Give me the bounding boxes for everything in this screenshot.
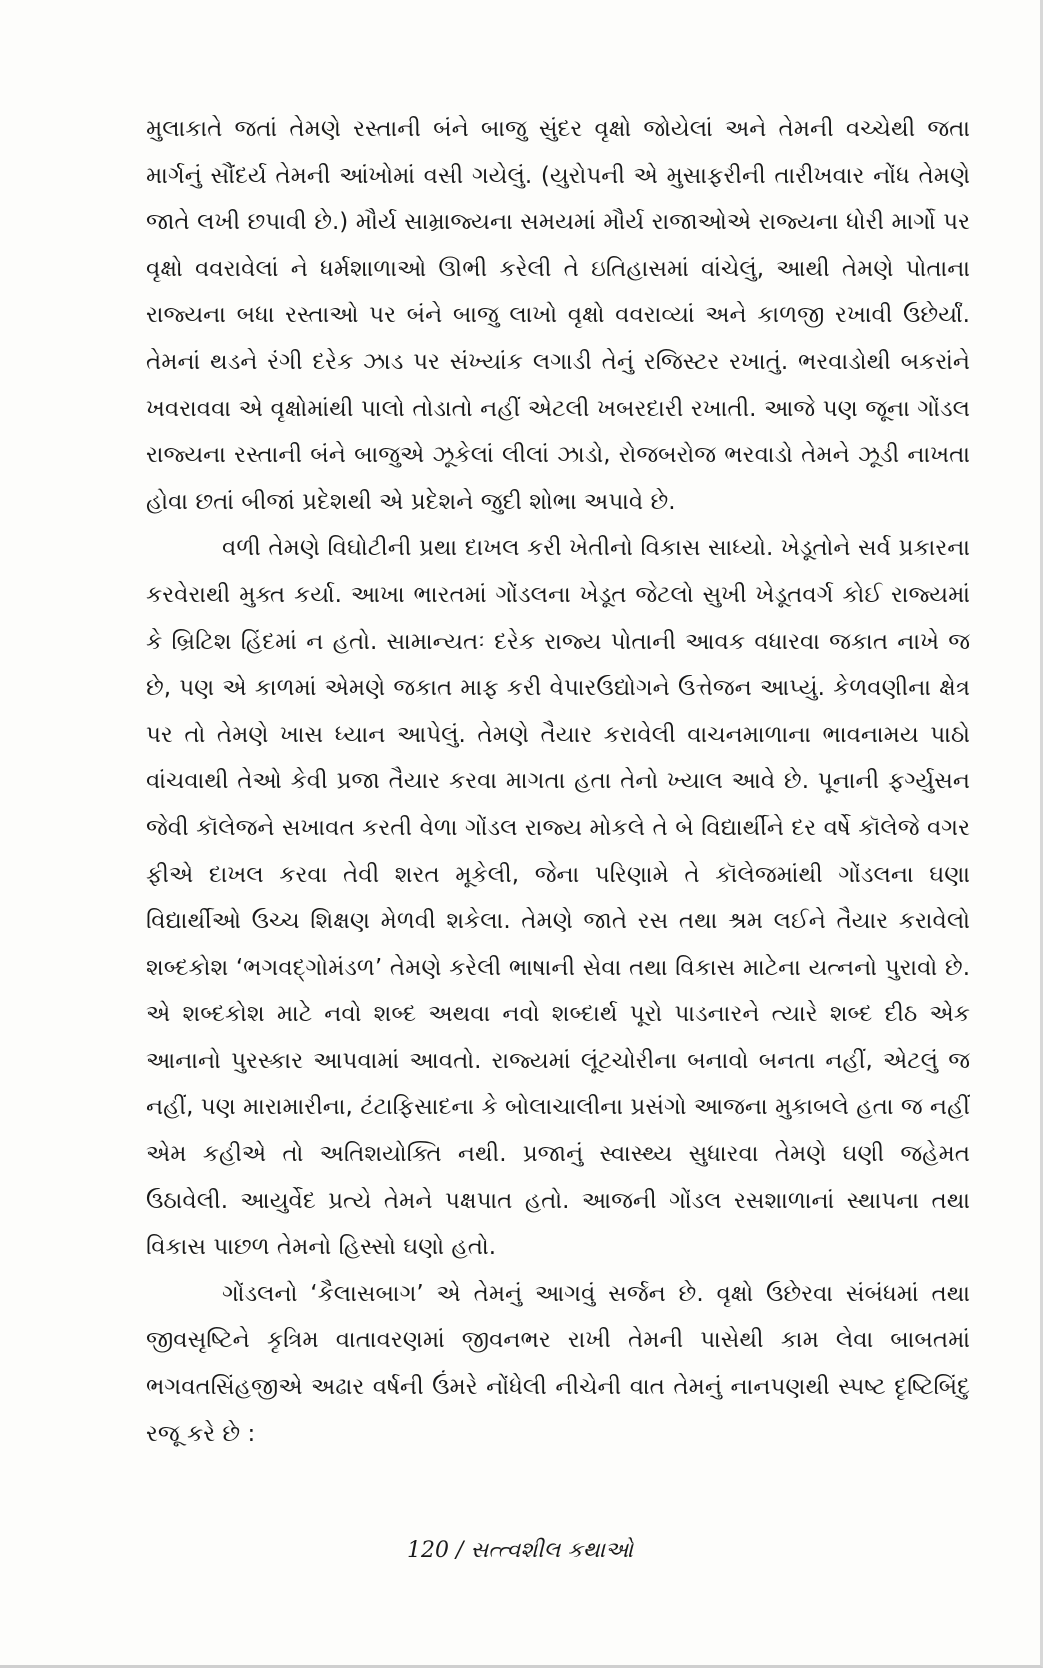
paragraph-3: ગોંડલનો ‘કૈલાસબાગ’ એ તેમનું આગવું સર્જન છે. વૃક્ષો ઉછેરવા સંબંધમાં તથા જીવસૃષ્ટિને કૃત્રિમ વાતાવરણમાં જીવનભર રાખી તેમની પાસેથી કામ લેવા બાબતમાં ભગવતસિંહજીએ અઢાર વર્ષની ઉંમરે નોંધેલી નીચેની વાત તેમનું નાનપણથી સ્પષ્ટ દૃષ્ટિબિંદુ રજૂ કરે છે : <box>146 1280 970 1447</box>
page-footer <box>0 1538 1040 1563</box>
page-body <box>146 106 970 1457</box>
paragraph-1: મુલાકાતે જતાં તેમણે રસ્તાની બંને બાજુ સુંદર વૃક્ષો જોયેલાં અને તેમની વચ્ચેથી જતા માર્ગનું સૌંદર્ય તેમની આંખોમાં વસી ગયેલું. (યુરોપની એ મુસાફરીની તારીખવાર નોંધ તેમણે જાતે લખી છપાવી છે.) મૌર્ય સામ્રાજ્યના સમયમાં મૌર્ય રાજાઓએ રાજ્યના ધોરી માર્ગો પર વૃક્ષો વવરાવેલાં ને ધર્મશાળાઓ ઊભી કરેલી તે ઇતિહાસમાં વાંચેલું, આથી તેમણે પોતાના રાજ્યના બધા રસ્તાઓ પર બંને બાજુ લાખો વૃક્ષો વવરાવ્યાં અને કાળજી રખાવી ઉછેર્યાં. તેમનાં થડને રંગી દરેક ઝાડ પર સંખ્યાંક લગાડી તેનું રજિસ્ટર રખાતું. ભરવાડોથી બકરાંને ખવરાવવા એ વૃક્ષોમાંથી પાલો તોડાતો નહીં એટલી ખબરદારી રખાતી. આજે પણ જૂના ગોંડલ રાજ્યના રસ્તાની બંને બાજુએ ઝૂકેલાં લીલાં ઝાડો, રોજબરોજ ભરવાડો તેમને ઝૂડી નાખતા હોવા છતાં બીજાં પ્રદેશથી એ પ્રદેશને જુદી શોભા અપાવે છે. <box>146 116 970 515</box>
paragraph-2: વળી તેમણે વિઘોટીની પ્રથા દાખલ કરી ખેતીનો વિકાસ સાધ્યો. ખેડૂતોને સર્વ પ્રકારના કરવેરાથી મુક્ત કર્યા. આખા ભારતમાં ગોંડલના ખેડૂત જેટલો સુખી ખેડૂતવર્ગ કોઈ રાજ્યમાં કે બ્રિટિશ હિંદમાં ન હતો. સામાન્યતઃ દરેક રાજ્ય પોતાની આવક વધારવા જકાત નાખે જ છે, પણ એ કાળમાં એમણે જકાત માફ કરી વેપારઉદ્યોગને ઉત્તેજન આપ્યું. કેળવણીના ક્ષેત્ર પર તો તેમણે ખાસ ધ્યાન આપેલું. તેમણે તૈયાર કરાવેલી વાચનમાળાના ભાવનામય પાઠો વાંચવાથી તેઓ કેવી પ્રજા તૈયાર કરવા માગતા હતા તેનો ખ્યાલ આવે છે. પૂનાની ફર્ગ્યુસન જેવી કૉલેજને સખાવત કરતી વેળા ગોંડલ રાજ્ય મોકલે તે બે વિદ્યાર્થીને દર વર્ષે કૉલેજે વગર ફીએ દાખલ કરવા તેવી શરત મૂકેલી, જેના પરિણામે તે કૉલેજમાંથી ગોંડલના ઘણા વિદ્યાર્થીઓ ઉચ્ચ શિક્ષણ મેળવી શકેલા. તેમણે જાતે રસ તથા શ્રમ લઈને તૈયાર કરાવેલો શબ્દકોશ ‘ભગવદ્ગોમંડળ’ તેમણે કરેલી ભાષાની સેવા તથા વિકાસ માટેના યત્નનો પુરાવો છે. એ શબ્દકોશ માટે નવો શબ્દ અથવા નવો શબ્દાર્થ પૂરો પાડનારને ત્યારે શબ્દ દીઠ એક આનાનો પુરસ્કાર આપવામાં આવતો. રાજ્યમાં લૂંટચોરીના બનાવો બનતા નહીં, એટલું જ નહીં, પણ મારામારીના, ટંટાફિસાદના કે બોલાચાલીના પ્રસંગો આજના મુકાબલે હતા જ નહીં એમ કહીએ તો અતિશયોક્તિ નથી. પ્રજાનું સ્વાસ્થ્ય સુધારવા તેમણે ઘણી જહેમત ઉઠાવેલી. આયુર્વેદ પ્રત્યે તેમને પક્ષપાત હતો. આજની ગોંડલ રસશાળાનાં સ્થાપના તથા વિકાસ પાછળ તેમનો હિસ્સો ઘણો હતો. <box>146 535 970 1261</box>
page-number: 120 <box>407 1538 449 1563</box>
book-title: સત્ત્વશીલ કથાઓ <box>470 1538 633 1563</box>
footer-separator: / <box>456 1538 464 1563</box>
